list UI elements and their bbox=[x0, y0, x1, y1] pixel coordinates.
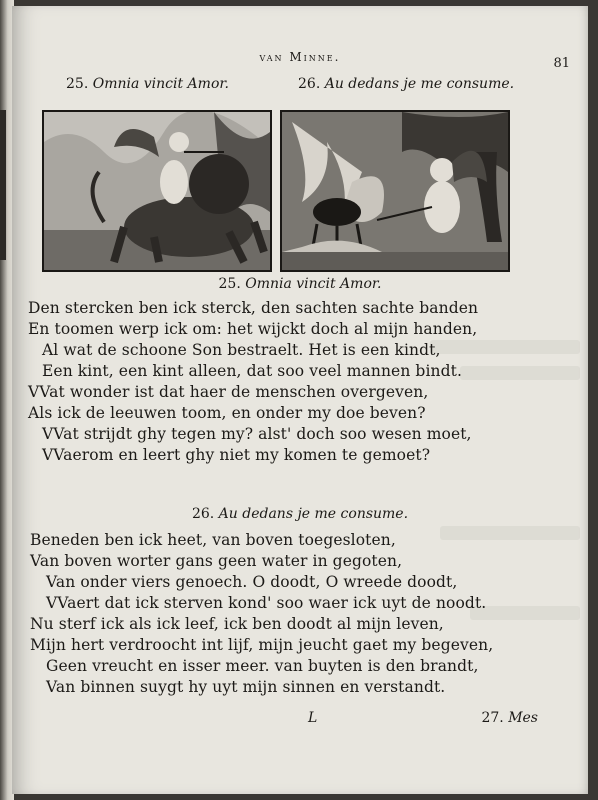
poem-motto: Au dedans je me consume. bbox=[218, 506, 409, 522]
verse-line: VVaert dat ick sterven kond' soo waer ick uyt de noodt. bbox=[46, 594, 487, 612]
verse-line: Den stercken ben ick sterck, den sachten sachte banden bbox=[28, 299, 479, 317]
catchword-word: Mes bbox=[508, 710, 538, 726]
verse-line: Een kint, een kint alleen, dat soo veel mannen bindt. bbox=[42, 362, 462, 380]
verse-line: Al wat de schoone Son bestraelt. Het is een kindt, bbox=[42, 341, 441, 359]
verse-line: Van onder viers genoech. O doodt, O wreede doodt, bbox=[46, 573, 458, 591]
book-page bbox=[12, 6, 588, 794]
running-head: van Minne. bbox=[259, 50, 341, 64]
poem-title-26 bbox=[12, 506, 588, 522]
emblem-caption-25 bbox=[66, 76, 229, 92]
verse-line: Als ick de leeuwen toom, en onder my doe beven? bbox=[28, 404, 426, 422]
emblem-caption-26 bbox=[298, 76, 514, 92]
verse-line: VVat strijdt ghy tegen my? alst' doch soo wesen moet, bbox=[42, 425, 472, 443]
catchword bbox=[481, 710, 538, 726]
cupid-riding-lion-engraving-icon bbox=[42, 110, 272, 272]
poem-number: 25. bbox=[218, 276, 241, 292]
verse-line: Beneden ben ick heet, van boven toegesloten, bbox=[30, 531, 396, 549]
caption-number: 25. bbox=[66, 76, 89, 92]
page-number: 81 bbox=[553, 56, 570, 71]
verse-line: Van binnen suygt hy uyt mijn sinnen en verstandt. bbox=[46, 678, 446, 696]
verse-line: Van boven worter gans geen water in gegoten, bbox=[30, 552, 403, 570]
cupid-tending-cauldron-engraving-icon bbox=[280, 110, 510, 272]
verse-line: Geen vreucht en isser meer. van buyten is den brandt, bbox=[46, 657, 479, 675]
poem-motto: Omnia vincit Amor. bbox=[245, 276, 382, 292]
verse-line: VVat wonder ist dat haer de menschen overgeven, bbox=[28, 383, 429, 401]
poem-25-verse bbox=[12, 298, 588, 466]
caption-motto: Omnia vincit Amor. bbox=[92, 76, 229, 92]
verse-line: VVaerom en leert ghy niet my komen te gemoet? bbox=[42, 446, 431, 464]
verse-line: En toomen werp ick om: het wijckt doch al mijn handen, bbox=[28, 320, 478, 338]
caption-motto: Au dedans je me consume. bbox=[324, 76, 515, 92]
verse-line: Mijn hert verdroocht int lijf, mijn jeucht gaet my begeven, bbox=[30, 636, 494, 654]
catchword-number: 27. bbox=[481, 710, 504, 726]
signature-mark: L bbox=[308, 710, 318, 726]
caption-number: 26. bbox=[298, 76, 321, 92]
poem-title-25 bbox=[12, 276, 588, 292]
poem-26-verse bbox=[12, 530, 588, 698]
poem-number: 26. bbox=[191, 506, 215, 522]
verse-line: Nu sterf ick als ick leef, ick ben doodt al mijn leven, bbox=[30, 615, 444, 633]
